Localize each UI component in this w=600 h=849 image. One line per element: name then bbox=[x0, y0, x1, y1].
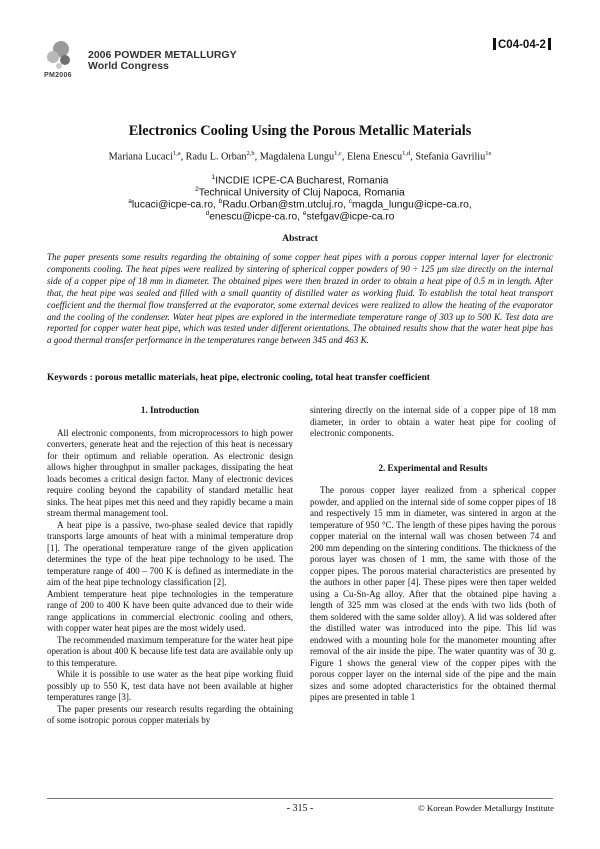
author-emails-1: $^a$lucaci@icpe-ca.ro, $^b$Radu.Orban@stm.utcluj.ro, $^c$magda_lungu@icpe-ca.ro, bbox=[128, 198, 472, 211]
author-name: Magdalena Lungu bbox=[259, 151, 335, 163]
paragraph: Ambient temperature heat pipe technologies in the temperature range of 200 to 400 K have been quite advanced due to their wide range applications in commercial electronic cooling and others, with copper water heat pipes are the most widely used. bbox=[47, 588, 293, 633]
right-column bbox=[310, 405, 556, 704]
paragraph: sintering directly on the internal side of a copper pipe of 18 mm diameter, in order to obtain a water heat pipe for cooling of electronic components. bbox=[310, 405, 556, 438]
paragraph: The porous copper layer realized from a spherical copper powder, and applied on the internal side of some copper pipes of 18 and respectively 15 mm in diameter, was sintered in argon at the temperature of 950 °C. The length of these pipes having the porous copper material on the internal wall was chosen between 74 and 200 mm depending on the sintering conditions. The thickness of the porous layer was chosen of 1 mm, the same with those of the copper pipes. The porous material characteristics are presented by the authors in other paper [4]. These pipes were then taper welded using a Cu-Sn-Ag alloy. After that the obtained pipe having a length of 325 mm was closed at the ends with two lids (both of them soldered with the same solder alloy). A lid was soldered after the distilled water was introduced into the pipe. This lid was endowed with a mounting hole for the manometer mounting after removal of the air inside the pipe. The water quantity was of 30 g. Figure 1 shows the general view of the copper pipes with the porous copper layer on the internal side of the pipe and the main sizes and some adopted characteristics for the obtained thermal pipes are presented in table 1 bbox=[310, 485, 556, 702]
keywords: Keywords : porous metallic materials, heat pipe, electronic cooling, total heat transfer coefficient bbox=[47, 373, 430, 383]
copyright-notice: © Korean Powder Metallurgy Institute bbox=[417, 803, 554, 813]
paper-code bbox=[491, 38, 553, 51]
author-name: Elena Enescu bbox=[346, 151, 403, 163]
paragraph: The recommended maximum temperature for the water heat pipe operation is about 400 K because life test data are available only up to this temperature. bbox=[47, 634, 293, 668]
paragraph: The paper presents our research results regarding the obtaining of some isotropic porous copper materials by bbox=[47, 703, 293, 725]
logo-text: PM2006 bbox=[44, 72, 72, 79]
author-name: Mariana Lucaci bbox=[108, 151, 173, 163]
section-heading-experimental: 2. Experimental and Results bbox=[378, 462, 488, 473]
paper-code-text: C04-04-2 bbox=[498, 39, 546, 51]
paper-title: Electronics Cooling Using the Porous Metallic Materials bbox=[128, 123, 472, 139]
paragraph: A heat pipe is a passive, two-phase sealed device that rapidly transports large amounts of heat with a minimal temperature drop [1]. The operational temperature range of the given application determines the type of the heat pipe technology to be used. The temperature range of 400 – 700 K is defined as intermediate in the aim of the heat pipe technology classification [2]. bbox=[47, 519, 293, 587]
left-column bbox=[47, 405, 293, 727]
email[interactable]: lucaci@icpe-ca.ro, bbox=[131, 199, 216, 211]
author-list: Mariana Lucaci$^{1,a}$, Radu L. Orban$^{2,b}$, Magdalena Lungu$^{1,c}$, Elena Enescu$^{1,d}$, Stefania Gavriliu$^{1e}$ bbox=[108, 150, 492, 163]
email[interactable]: magda_lungu@icpe-ca.ro, bbox=[352, 199, 472, 211]
conference-line-1: 2006 POWDER METALLURGY bbox=[88, 49, 237, 61]
paragraph: All electronic components, from microprocessors to high power converters, generate heat and the rejection of this heat is necessary for their optimum and reliable operation. As electronic design allows higher throughput in smaller packages, dissipating the heat loads becomes a critical design factor. Many of electronic devices require cooling beyond the capability of standard metallic heat sinks. The heat pipes met this need and they rapidly became a main stream thermal management tool. bbox=[47, 427, 293, 518]
email[interactable]: Radu.Orban@stm.utcluj.ro, bbox=[222, 199, 346, 211]
email[interactable]: stefgav@icpe-ca.ro bbox=[306, 211, 395, 223]
conference-name bbox=[88, 50, 237, 72]
section-heading-introduction: 1. Introduction bbox=[140, 405, 200, 415]
paragraph: While it is possible to use water as the heat pipe working fluid possibly up to 550 K, test data have not been available at higher temperatures range [3]. bbox=[47, 669, 293, 702]
abstract-heading: Abstract bbox=[282, 233, 318, 244]
page-number: - 315 - bbox=[286, 803, 314, 814]
author-name: Stefania Gavriliu bbox=[415, 151, 486, 163]
email[interactable]: enescu@icpe-ca.ro, bbox=[209, 211, 300, 223]
affiliation-1: $^1$INCDIE ICPE-CA Bucharest, Romania bbox=[211, 174, 389, 187]
affiliation-2: $^2$Technical University of Cluj Napoca, Romania bbox=[195, 186, 405, 199]
author-name: Radu L. Orban bbox=[185, 151, 247, 163]
footer-divider bbox=[47, 798, 553, 799]
conference-line-2: World Congress bbox=[88, 60, 169, 72]
author-emails-2: $^d$enescu@icpe-ca.ro, $^e$stefgav@icpe-ca.ro bbox=[205, 210, 395, 223]
abstract-text: The paper presents some results regarding the obtaining of some copper heat pipes with a porous copper internal layer for electronic components cooling. The heat pipes were realized by sintering of spherical copper powders of 90 ÷ 125 μm size directly on the internal side of a copper pipe of 18 mm in diameter. The obtained pipes were then brazed in order to obtain a heat pipe of 0.5 m in length. After that, the heat pipe was sealed and filled with a small quantity of distilled water as working fluid. To establish the total heat transport coefficient and the thermal flow transferred at the evaporator, some external devices were realized to allow the heating of the evaporator and the cooling of the condenser. Water heat pipes are explored in the intermediate temperature range of 303 up to 500 K. Test data are reported for copper water heat pipe, which was tested under different orientations. The obtained results show that the water heat pipe has a good thermal transfer performance in the temperatures range between 345 and 463 K. bbox=[47, 252, 553, 346]
